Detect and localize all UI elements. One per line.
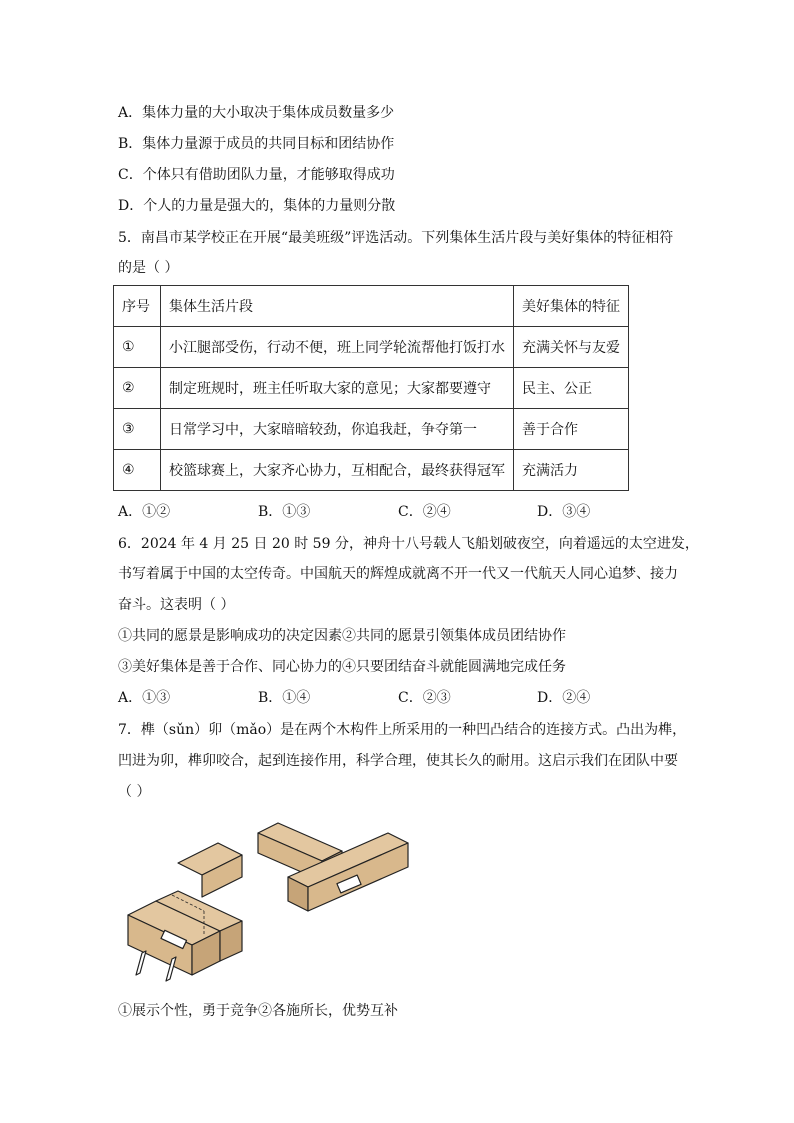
q6-option-a: A．①③ — [118, 690, 171, 706]
q4-option-c: C．个体只有借助团队力量，才能够取得成功 — [118, 167, 395, 183]
table-cell: 充满关怀与友爱 — [514, 327, 629, 368]
table-cell: 校篮球赛上，大家齐心协力，互相配合，最终获得冠军 — [161, 450, 514, 491]
table-cell: ④ — [114, 450, 161, 491]
table-cell: ① — [114, 327, 161, 368]
table-cell: 充满活力 — [514, 450, 629, 491]
q5-option-d: D．③④ — [537, 504, 591, 520]
table-cell: ③ — [114, 409, 161, 450]
q5-option-a: A．①② — [118, 504, 171, 520]
q5-stem-line1: 5．南昌市某学校正在开展“最美班级”评选活动。下列集体生活片段与美好集体的特征相符 — [118, 230, 674, 246]
q6-statements-line1: ①共同的愿景是影响成功的决定因素②共同的愿景引领集体成员团结协作 — [118, 628, 566, 644]
table-header-row — [114, 286, 629, 327]
table-row — [114, 327, 629, 368]
q5-option-c: C．②④ — [398, 504, 451, 520]
table-cell: ② — [114, 368, 161, 409]
q6-stem-line1: 6．2024 年 4 月 25 日 20 时 59 分，神舟十八号载人飞船划破夜空，向着遥远的太空进发， — [118, 536, 699, 552]
mortise-tenon-illustration — [120, 815, 420, 985]
q7-stem-line3: （ ） — [118, 784, 151, 800]
table-cell: 善于合作 — [514, 409, 629, 450]
q6-stem-line2: 书写着属于中国的太空传奇。中国航天的辉煌成就离不开一代又一代航天人同心追梦、接力 — [118, 566, 678, 582]
q7-stem-line2: 凹进为卯，榫卯咬合，起到连接作用，科学合理，使其长久的耐用。这启示我们在团队中要 — [118, 753, 678, 769]
table-header-cell: 集体生活片段 — [161, 286, 514, 327]
q4-option-b: B．集体力量源于成员的共同目标和团结协作 — [118, 136, 395, 152]
table-cell: 民主、公正 — [514, 368, 629, 409]
q6-option-b: B．①④ — [258, 690, 311, 706]
table-cell: 小江腿部受伤，行动不便，班上同学轮流帮他打饭打水 — [161, 327, 514, 368]
q7-stem-line1: 7．榫（sǔn）卯（mǎo）是在两个木构件上所采用的一种凹凸结合的连接方式。凸出为榫， — [118, 722, 687, 738]
q6-statements-line2: ③美好集体是善于合作、同心协力的④只要团结奋斗就能圆满地完成任务 — [118, 659, 566, 675]
table-row — [114, 368, 629, 409]
table-row — [114, 409, 629, 450]
q4-option-a: A．集体力量的大小取决于集体成员数量多少 — [118, 105, 395, 121]
q4-option-d: D．个人的力量是强大的，集体的力量则分散 — [118, 198, 396, 214]
assembled-joint-image — [128, 843, 242, 981]
q7-statements-line1: ①展示个性，勇于竞争②各施所长，优势互补 — [118, 1003, 398, 1019]
q6-option-d: D．②④ — [537, 690, 591, 706]
q6-option-c: C．②③ — [398, 690, 451, 706]
table-header-cell: 美好集体的特征 — [514, 286, 629, 327]
table-row — [114, 450, 629, 491]
table-cell: 日常学习中，大家暗暗较劲，你追我赶，争夺第一 — [161, 409, 514, 450]
q5-stem-line2: 的是（ ） — [118, 260, 179, 276]
q5-table — [113, 285, 629, 491]
q6-stem-line3: 奋斗。这表明（ ） — [118, 597, 235, 613]
table-cell: 制定班规时，班主任听取大家的意见；大家都要遵守 — [161, 368, 514, 409]
q5-option-b: B．①③ — [258, 504, 311, 520]
table-header-cell: 序号 — [114, 286, 161, 327]
separated-joint-image — [258, 823, 408, 911]
